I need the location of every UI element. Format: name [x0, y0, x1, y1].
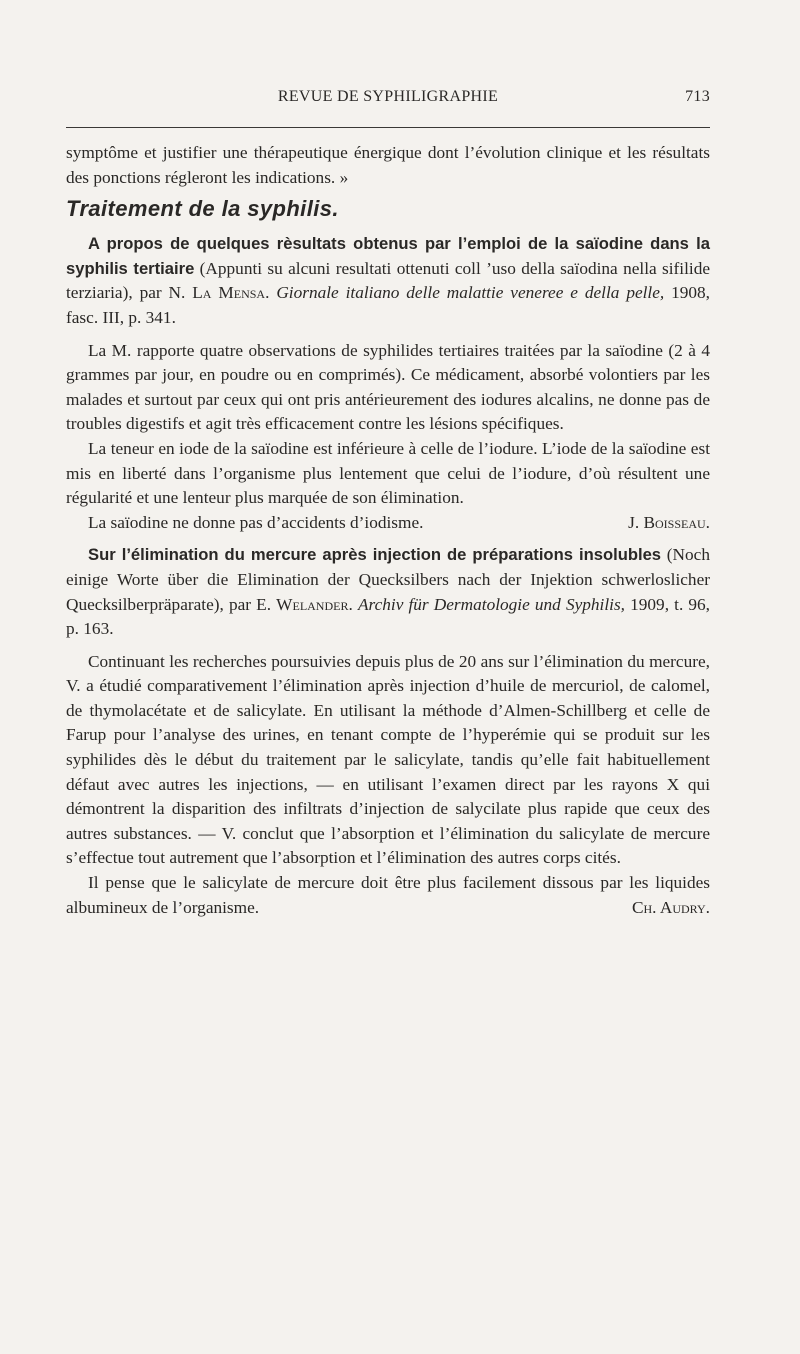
- article-2-reference: 1909, t. 96, p. 163.: [66, 594, 710, 639]
- article-1-signature: J. Boisseau.: [628, 512, 710, 532]
- running-title: REVUE DE SYPHILIGRAPHIE: [277, 88, 499, 105]
- article-2-paragraph-1: Continuant les recherches poursuivies depuis plus de 20 ans sur l’élimination du mercure, V. a étudié comparativement l’élimination après injection d’huile de mercuriol, de calomel, de thymolacétate et de salicylate. En utilisant la méthode d’Almen-Schillberg et celle de Farup pour l’analyse des urines, en tenant compte de l’hyperémie qui se produit sur les syphilides dès le début du traitement par le salicylate, tandis qu’elle fait habituellement défaut avec autres les injections, — en utilisant l’examen direct par les rayons X qui démontrent la disparition des infiltrats d’injection de salycilate plus rapide que ceux des autres substances. — V. conclut que l’absorption et l’élimination du salicylate de mercure s’effectue tout autrement que l’absorption et l’élimination des autres corps cités.: [66, 651, 710, 868]
- article-1-author: La Mensa: [192, 283, 266, 303]
- header-rule: [66, 127, 710, 128]
- article-2-author: Welander: [276, 594, 349, 614]
- article-1-paragraph-1: La M. rapporte quatre observations de syphilides tertiaires traitées par la saïodine (2 à 4 grammes par jour, en poudre ou en comprimés). Ce médicament, absorbé volontiers par les malades et surtout par ceux qui ont pris antérieurement des iodures alcalins, ne donne pas de troubles digestifs et agit très efficacement contre les lésions spécifiques.: [66, 340, 710, 434]
- continued-paragraph: symptôme et justifier une thérapeutique énergique dont l’évolution clinique et les résultats des ponctions régleront les indications. »: [66, 143, 710, 187]
- article-2-paragraph-2: Il pense que le salicylate de mercure doit être plus facilement dissous par les liquides albumineux de l’organisme. Ch. Audry.: [66, 871, 710, 920]
- article-1-original-title: (Appunti su alcuni resultati ottenuti coll ’uso della saïodina nella sifilide terziaria), par N.: [66, 258, 711, 303]
- page-body: [66, 141, 710, 920]
- article-2-heading: Sur l’élimination du mercure après injection de préparations insolubles (Noch einige Worte über die Elimination der Quecksilbers nach der Injektion schwerloslicher Quecksilberpräparate), par E. Welander. Archiv für Dermatologie und Syphilis, 1909, t. 96, p. 163.: [66, 545, 710, 639]
- article-1-title: A propos de quelques rèsultats obtenus par l’emploi de la saïodine dans la syphilis tertiaire: [66, 234, 710, 278]
- article-1-journal: Giornale italiano delle malattie veneree e della pelle,: [276, 283, 665, 303]
- article-1-reference: 1908, fasc. III, p. 341.: [66, 283, 711, 327]
- article-1-heading: A propos de quelques rèsultats obtenus par l’emploi de la saïodine dans la syphilis tertiaire (Appunti su alcuni resultati ottenuti coll ’uso della saïodina nella sifilide terziaria), par N. La Mensa. Giornale italiano delle malattie veneree e della pelle, 1908, fasc. III, p. 341.: [66, 234, 711, 327]
- article-1-paragraph-3: La saïodine ne donne pas d’accidents d’iodisme. J. Boisseau.: [66, 511, 710, 536]
- page-number: 713: [685, 88, 710, 105]
- section-title: Traitement de la syphilis.: [66, 196, 339, 222]
- article-2-signature: Ch. Audry.: [631, 897, 710, 917]
- running-header: [66, 88, 710, 114]
- article-1-paragraph-2: La teneur en iode de la saïodine est inférieure à celle de l’iodure. L’iode de la saïodine est mis en liberté dans l’organisme plus lentement que celui de l’iodure, d’où résultent une régularité et une lenteur plus marquée de son élimination.: [66, 438, 710, 508]
- article-2-journal: Archiv für Dermatologie und Syphilis,: [357, 594, 625, 614]
- article-2-title: Sur l’élimination du mercure après injection de préparations insolubles: [88, 545, 662, 565]
- article-2-original-title: (Noch einige Worte über die Elimination der Quecksilbers nach der Injektion schwerloslicher Quecksilberpräparate), par E.: [66, 545, 710, 614]
